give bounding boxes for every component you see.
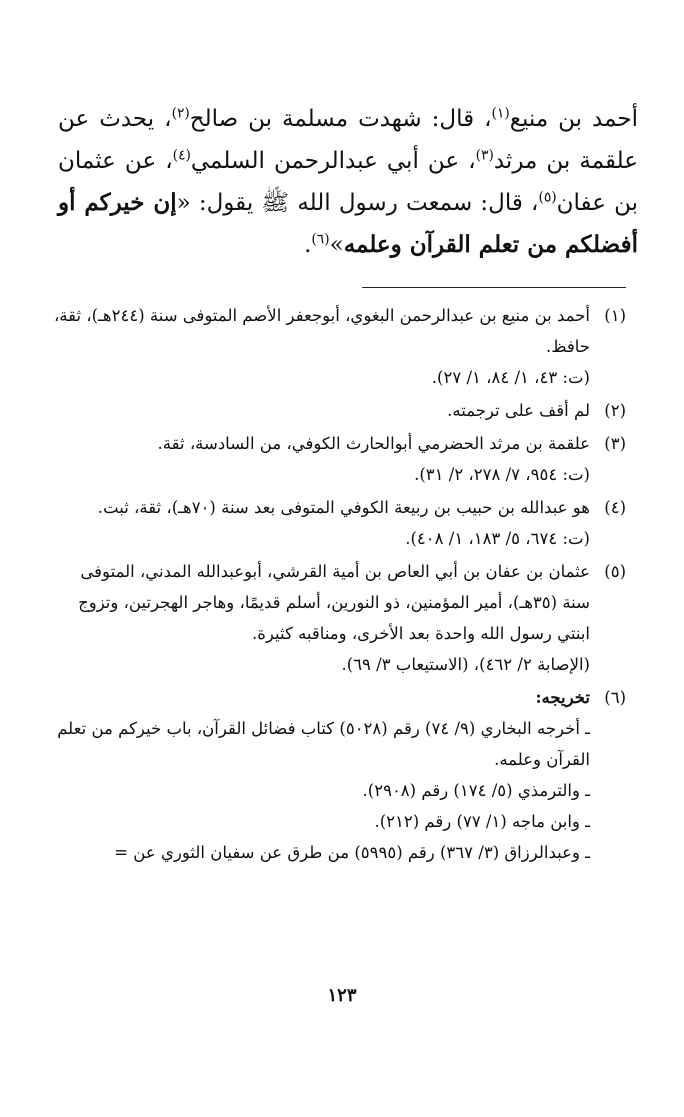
footnote-ref: (٤) [172,147,191,164]
footnote-number: (٤) [604,498,626,517]
footnote-line: هو عبدالله بن حبيب بن ربيعة الكوفي المتوفى بعد سنة (٧٠هـ)، ثقة، ثبت. [97,498,590,517]
footnote-line: لم أقف على ترجمته. [447,401,590,420]
footnote-line: (الإصابة ٢/ ٤٦٢)، (الاستيعاب ٣/ ٦٩). [341,655,590,674]
footnotes [48,300,626,870]
main-text-segment: ، قال: شهدت مسلمة بن صالح [189,106,492,132]
main-text-segment: ، عن عثمان بن عفان [58,148,638,216]
footnote-ref: (٣) [475,147,494,164]
footnote-number: (٦) [604,688,626,707]
main-text [58,98,638,266]
footnote-6 [48,682,626,868]
footnote-line: (ت: ٩٥٤، ٧/ ٢٧٨، ٢/ ٣١). [414,465,590,484]
footnote-number: (٢) [604,401,626,420]
main-text-segment: » [329,232,344,258]
footnote-3 [48,428,626,490]
footnote-number: (٣) [604,434,626,453]
main-text-segment: ، عن أبي عبدالرحمن السلمي [190,148,476,174]
footnote-ref: (٢) [171,105,190,122]
footnote-line: (ت: ٦٧٤، ٥/ ١٨٣، ١/ ٤٠٨). [405,529,590,548]
footnote-ref: (٥) [538,189,557,206]
footnote-ref: (١) [491,105,510,122]
footnote-line: (ت: ٤٣، ١/ ٨٤، ١/ ٢٧). [431,368,590,387]
footnote-number: (١) [604,306,626,325]
main-text-segment: ، يحدث عن علقمة بن مرثد [58,106,638,174]
footnote-line: ـ وابن ماجه (١/ ٧٧) رقم (٢١٢). [374,812,590,831]
main-text-segment: أحمد بن منيع [509,106,638,132]
hadith-text: إن خيركم أو أفضلكم من تعلم القرآن وعلمه [58,189,638,258]
footnote-line: ـ وعبدالرزاق (٣/ ٣٦٧) رقم (٥٩٩٥) من طرق عن سفيان الثوري عن = [114,843,590,862]
footnote-5 [48,556,626,680]
main-text-segment: . [304,232,312,258]
footnote-2 [48,395,626,426]
footnote-line: أحمد بن منيع بن عبدالرحمن البغوي، أبوجعفر الأصم المتوفى سنة (٢٤٤هـ)، ثقة، حافظ. [53,306,590,356]
footnote-4 [48,492,626,554]
footnote-line: عثمان بن عفان بن أبي العاص بن أمية القرشي، أبوعبدالله المدني، المتوفى سنة (٣٥هـ)، أمير المؤمنين، ذو النورين، أسلم قديمًا، وهاجر الهجرتين، وتزوج ابنتي رسول الله واحدة بعد الأخرى، ومناقبه كثيرة. [78,562,590,643]
footnote-line: علقمة بن مرثد الحضرمي أبوالحارث الكوفي، من السادسة، ثقة. [157,434,590,453]
footnote-ref: (٦) [311,231,330,248]
footnote-1 [48,300,626,393]
footnote-divider [362,287,626,288]
footnote-line: ـ أخرجه البخاري (٩/ ٧٤) رقم (٥٠٢٨) كتاب فضائل القرآن، باب خيركم من تعلم القرآن وعلمه. [57,719,590,769]
page-number: ١٢٣ [327,985,357,1006]
footnote-number: (٥) [604,562,626,581]
footnote-heading: تخريجه: [535,688,590,707]
footnote-line: ـ والترمذي (٥/ ١٧٤) رقم (٢٩٠٨). [362,781,590,800]
main-text-segment: ، قال: سمعت رسول الله ﷺ يقول: « [176,190,539,216]
